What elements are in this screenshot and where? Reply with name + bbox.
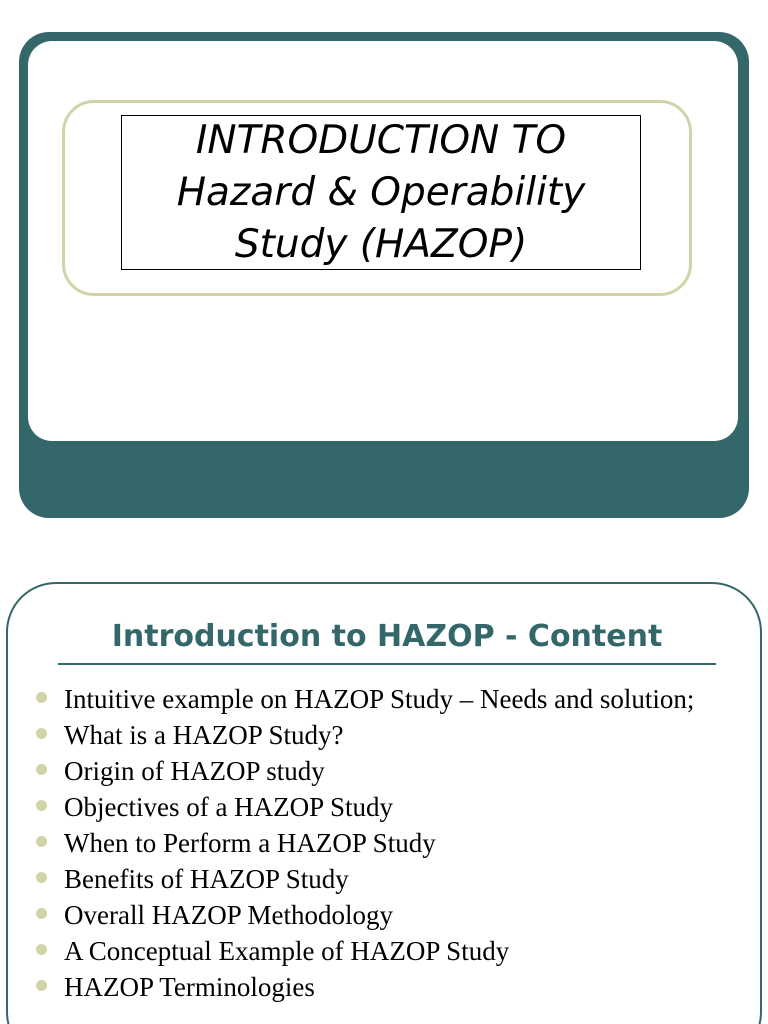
- list-item-text: When to Perform a HAZOP Study: [64, 828, 436, 858]
- bullet-icon: [36, 872, 47, 883]
- list-item: [36, 825, 726, 861]
- list-item-text: What is a HAZOP Study?: [64, 720, 344, 750]
- title-line-3: Study (HAZOP): [234, 221, 528, 267]
- list-item-text: Intuitive example on HAZOP Study – Needs and solution;: [64, 684, 695, 714]
- slide-title: [121, 115, 641, 270]
- list-item: [36, 861, 726, 897]
- content-bullet-list: [36, 681, 726, 1005]
- title-line-1: INTRODUCTION TO: [195, 117, 567, 163]
- list-item-text: Overall HAZOP Methodology: [64, 900, 393, 930]
- list-item: [36, 753, 726, 789]
- bullet-icon: [36, 944, 47, 955]
- list-item-text: A Conceptual Example of HAZOP Study: [64, 936, 510, 966]
- content-slide-heading: Introduction to HAZOP - Content: [111, 619, 663, 654]
- list-item: [36, 897, 726, 933]
- list-item: [36, 789, 726, 825]
- list-item: [36, 969, 726, 1005]
- list-item: [36, 933, 726, 969]
- bullet-icon: [36, 980, 47, 991]
- heading-underline: [58, 663, 716, 665]
- bullet-icon: [36, 764, 47, 775]
- list-item-text: Origin of HAZOP study: [64, 756, 325, 786]
- bullet-icon: [36, 908, 47, 919]
- bullet-icon: [36, 800, 47, 811]
- list-item-text: Benefits of HAZOP Study: [64, 864, 349, 894]
- list-item: [36, 681, 726, 717]
- bullet-icon: [36, 692, 47, 703]
- list-item-text: Objectives of a HAZOP Study: [64, 792, 393, 822]
- list-item-text: HAZOP Terminologies: [64, 972, 315, 1002]
- bullet-icon: [36, 728, 47, 739]
- title-line-2: Hazard & Operability: [176, 169, 586, 215]
- bullet-icon: [36, 836, 47, 847]
- list-item: [36, 717, 726, 753]
